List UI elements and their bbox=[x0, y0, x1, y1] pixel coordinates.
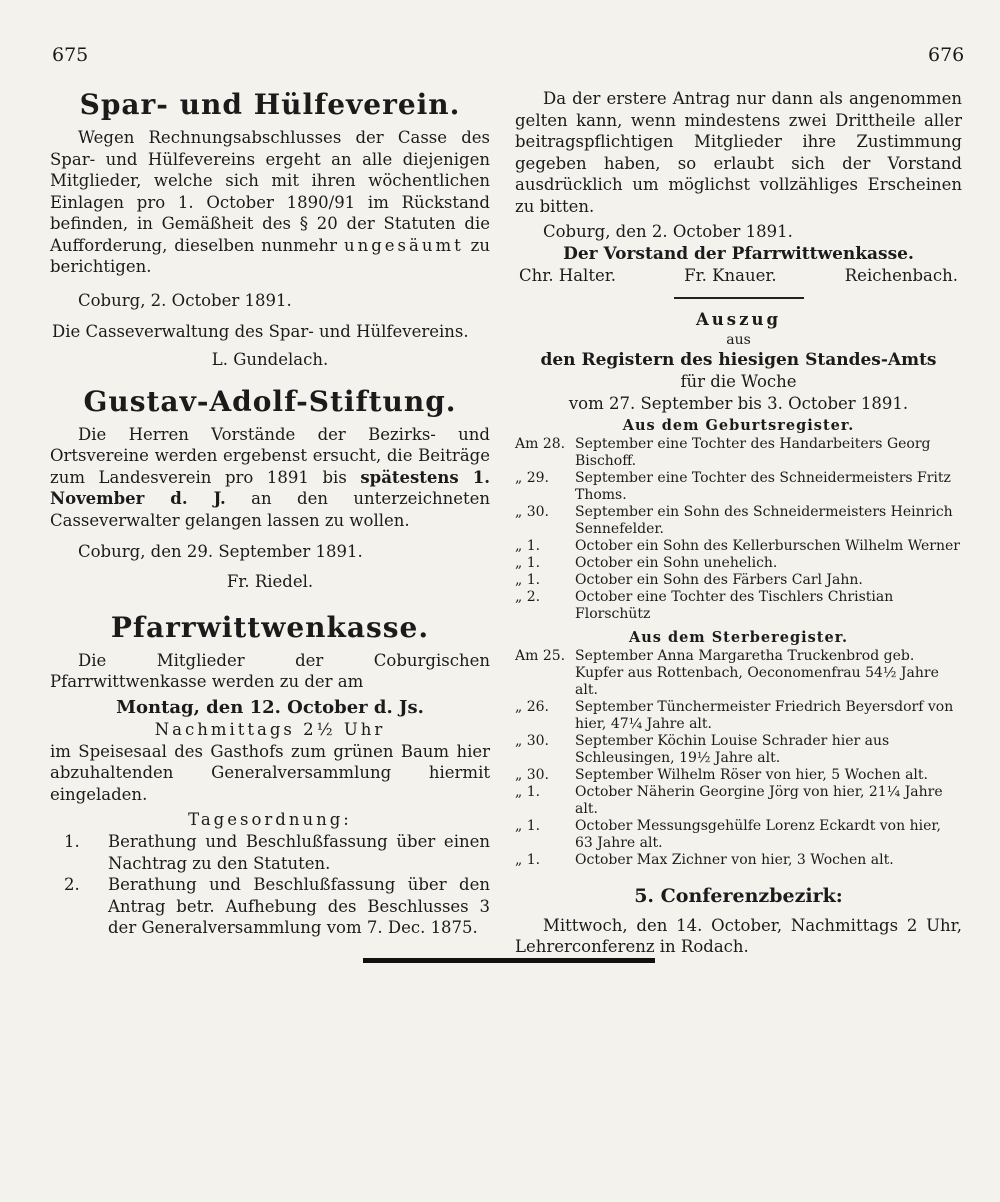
entry-text: September eine Tochter des Handarbeiters Georg Bischoff. bbox=[575, 435, 931, 469]
entry-text: September Wilhelm Röser von hier, 5 Wochen alt. bbox=[575, 766, 928, 783]
gustav-date: Coburg, den 29. September 1891. bbox=[78, 542, 363, 561]
divider bbox=[674, 297, 804, 299]
konferenz-notice bbox=[515, 885, 962, 958]
entry-text: September ein Sohn des Schneidermeisters Heinrich Sennefelder. bbox=[575, 503, 953, 537]
list-item bbox=[515, 538, 962, 555]
gustav-body-b: an den unterzeichneten Casseverwalter gelangen lassen zu wollen. bbox=[50, 489, 490, 530]
pfarr-notice bbox=[50, 611, 490, 939]
entry-prefix: „ 1. bbox=[515, 554, 541, 571]
pfarr-names bbox=[515, 265, 962, 287]
entry-prefix: „ 1. bbox=[515, 537, 541, 554]
entry-prefix: „ 1. bbox=[515, 783, 541, 800]
deaths-title: Aus dem Sterberegister. bbox=[628, 628, 849, 646]
entry-prefix: Am 25. bbox=[515, 647, 566, 664]
spar-body-a: Wegen Rechnungsabschlusses der Casse des Spar- und Hülfevereins ergeht an alle diejenigen Mitglieder, welche sich mit ihren wöchentlichen Einlagen pro 1. October 1890/91 im Rückstand befinden, in Gemäßheit des § 20 der Statuten die Aufforderung, dieselben nunmehr bbox=[50, 128, 490, 255]
pfarr-date: Coburg, den 2. October 1891. bbox=[543, 222, 793, 241]
spar-body-b: zu berichtigen. bbox=[50, 235, 490, 276]
agenda-item bbox=[50, 831, 490, 874]
list-item bbox=[515, 572, 962, 589]
entry-text: October ein Sohn unehelich. bbox=[575, 554, 778, 571]
pfarr-agenda-title: Tagesordnung: bbox=[188, 810, 352, 829]
births-list bbox=[515, 436, 962, 623]
pfarr-agenda bbox=[50, 831, 490, 939]
standes-extract bbox=[515, 309, 962, 869]
entry-text: October ein Sohn des Färbers Carl Jahn. bbox=[575, 571, 863, 588]
entry-prefix: „ 30. bbox=[515, 766, 549, 783]
list-item bbox=[515, 555, 962, 572]
entry-prefix: „ 26. bbox=[515, 698, 549, 715]
entry-prefix: „ 30. bbox=[515, 732, 549, 749]
entry-text: October eine Tochter des Tischlers Christian Florschütz bbox=[575, 588, 894, 622]
entry-text: October Messungsgehülfe Lorenz Eckardt von hier, 63 Jahre alt. bbox=[575, 817, 941, 851]
list-item bbox=[515, 589, 962, 623]
left-column bbox=[50, 88, 490, 939]
pfarr-title: Pfarrwittwenkasse. bbox=[110, 610, 430, 644]
spar-signer: Die Casseverwaltung des Spar- und Hülfevereins. bbox=[52, 322, 469, 341]
entry-text: September Tünchermeister Friedrich Beyersdorf von hier, 47¼ Jahre alt. bbox=[575, 698, 954, 732]
list-item bbox=[515, 784, 962, 818]
pfarr-name-2: Fr. Knauer. bbox=[684, 265, 777, 285]
spar-body-spaced: ungesäumt bbox=[343, 235, 464, 255]
page-number-right: 676 bbox=[928, 44, 965, 66]
standes-heading-2: aus bbox=[726, 331, 751, 348]
gustav-body-bold: spätestens 1. November d. J. bbox=[50, 467, 491, 508]
konferenz-body: Mittwoch, den 14. October, Nachmittags 2 Uhr, Lehrerconferenz in Rodach. bbox=[515, 915, 962, 956]
entry-text: September eine Tochter des Schneidermeisters Fritz Thoms. bbox=[575, 469, 951, 503]
pfarr-name-3: Reichenbach. bbox=[844, 265, 958, 285]
agenda-item bbox=[50, 874, 490, 939]
entry-prefix: „ 29. bbox=[515, 469, 549, 486]
list-item bbox=[515, 470, 962, 504]
standes-heading-5: vom 27. September bis 3. October 1891. bbox=[568, 393, 909, 413]
list-item bbox=[515, 852, 962, 869]
births-title: Aus dem Geburtsregister. bbox=[622, 416, 855, 434]
spar-name: L. Gundelach. bbox=[211, 349, 329, 369]
standes-heading-4: für die Woche bbox=[680, 371, 797, 391]
list-item bbox=[515, 504, 962, 538]
gustav-title: Gustav-Adolf-Stiftung. bbox=[83, 384, 457, 418]
spar-notice bbox=[50, 88, 490, 371]
pfarr-place: im Speisesaal des Gasthofs zum grünen Baum hier abzuhaltenden Generalversammlung hiermit eingeladen. bbox=[50, 741, 490, 804]
pfarr-time-line: Nachmittags 2½ Uhr bbox=[154, 719, 386, 739]
konferenz-title: 5. Conferenzbezirk: bbox=[634, 884, 843, 907]
right-column bbox=[515, 88, 962, 958]
entry-prefix: „ 1. bbox=[515, 817, 541, 834]
entry-prefix: „ 30. bbox=[515, 503, 549, 520]
agenda-item-number: 1. bbox=[64, 832, 80, 851]
agenda-item-text: Berathung und Beschlußfassung über einen Nachtrag zu den Statuten. bbox=[108, 832, 490, 873]
gustav-notice bbox=[50, 385, 490, 593]
entry-prefix: „ 2. bbox=[515, 588, 541, 605]
spar-date: Coburg, 2. October 1891. bbox=[78, 290, 292, 310]
agenda-item-number: 2. bbox=[64, 875, 80, 894]
list-item bbox=[515, 648, 962, 699]
list-item bbox=[515, 818, 962, 852]
gustav-body bbox=[50, 424, 490, 532]
entry-prefix: „ 1. bbox=[515, 571, 541, 588]
gustav-name: Fr. Riedel. bbox=[226, 571, 314, 591]
entry-text: October ein Sohn des Kellerburschen Wilhelm Werner bbox=[575, 537, 960, 554]
pfarr-board: Der Vorstand der Pfarrwittwenkasse. bbox=[563, 243, 914, 264]
bottom-divider bbox=[363, 958, 655, 963]
spar-body bbox=[50, 127, 490, 278]
standes-heading-1: Auszug bbox=[696, 309, 781, 329]
list-item bbox=[515, 436, 962, 470]
agenda-item-text: Berathung und Beschlußfassung über den Antrag betr. Aufhebung des Beschlusses 3 der Generalversammlung vom 7. Dec. 1875. bbox=[108, 875, 490, 937]
pfarr-date-line: Montag, den 12. October d. Js. bbox=[116, 696, 424, 718]
deaths-list bbox=[515, 648, 962, 869]
entry-prefix: Am 28. bbox=[515, 435, 566, 452]
standes-heading-3: den Registern des hiesigen Standes-Amts bbox=[540, 349, 937, 370]
pfarr-name-1: Chr. Halter. bbox=[519, 265, 617, 285]
entry-text: September Köchin Louise Schrader hier aus Schleusingen, 19½ Jahre alt. bbox=[575, 732, 890, 766]
list-item bbox=[515, 733, 962, 767]
entry-prefix: „ 1. bbox=[515, 851, 541, 868]
entry-text: October Max Zichner von hier, 3 Wochen alt. bbox=[575, 851, 894, 868]
page-number-left: 675 bbox=[52, 44, 89, 66]
list-item bbox=[515, 767, 962, 784]
list-item bbox=[515, 699, 962, 733]
gustav-body-a: Die Herren Vorstände der Bezirks- und Ortsvereine werden ergebenst ersucht, die Beiträge zum Landesverein pro 1891 bis bbox=[50, 424, 490, 487]
pfarr-intro: Die Mitglieder der Coburgischen Pfarrwittwenkasse werden zu der am bbox=[50, 650, 490, 691]
spar-title: Spar- und Hülfeverein. bbox=[79, 88, 461, 121]
entry-text: September Anna Margaretha Truckenbrod geb. Kupfer aus Rottenbach, Oeconomenfrau 54½ Jahre alt. bbox=[575, 647, 939, 698]
pfarr-continued: Da der erstere Antrag nur dann als angenommen gelten kann, wenn mindestens zwei Drittheile aller beitragspflichtigen Mitglieder ihre Zustimmung gegeben haben, so erlaubt sich der Vorstand ausdrücklich um möglichst vollzähliges Erscheinen zu bitten. bbox=[515, 89, 962, 216]
entry-text: October Näherin Georgine Jörg von hier, 21¼ Jahre alt. bbox=[575, 783, 943, 817]
